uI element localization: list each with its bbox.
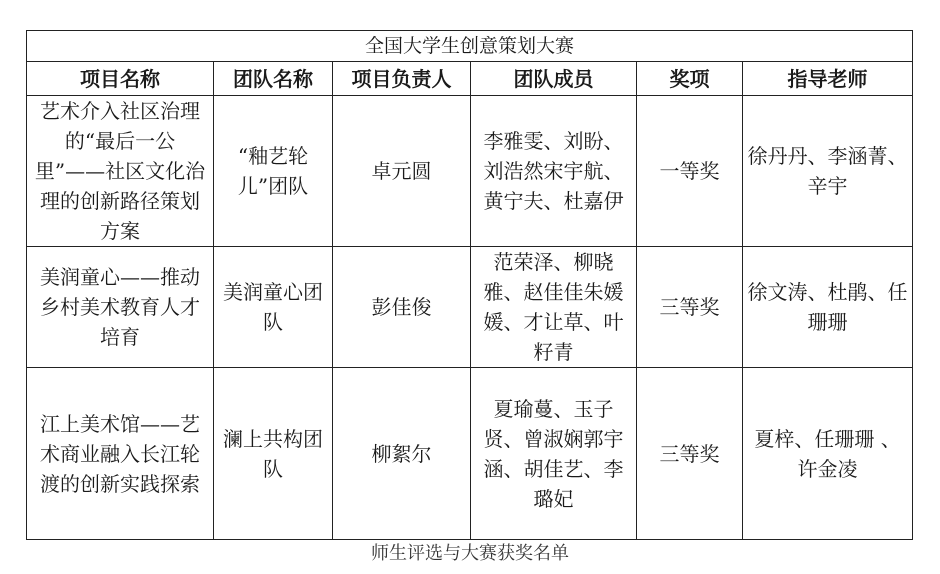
- cell-members: 范荣泽、柳晓雅、赵佳佳朱媛媛、才让草、叶籽青: [471, 247, 637, 368]
- cell-advisors: 徐丹丹、李涵菁、 辛宇: [743, 96, 913, 247]
- cell-leader: 彭佳俊: [333, 247, 471, 368]
- table-row: [27, 96, 913, 247]
- table-row: [27, 247, 913, 368]
- table-row: [27, 368, 913, 540]
- header-project-leader: 项目负责人: [333, 62, 471, 96]
- header-team-members: 团队成员: [471, 62, 637, 96]
- cell-leader: 柳絮尔: [333, 368, 471, 540]
- cell-award: 三等奖: [637, 247, 743, 368]
- cell-award: 三等奖: [637, 368, 743, 540]
- cell-team: 澜上共构团队: [214, 368, 333, 540]
- header-team-name: 团队名称: [214, 62, 333, 96]
- cell-advisors: 徐文涛、杜鹃、任珊珊: [743, 247, 913, 368]
- cell-leader: 卓元圆: [333, 96, 471, 247]
- cell-team: “釉艺轮儿”团队: [214, 96, 333, 247]
- header-advisors: 指导老师: [743, 62, 913, 96]
- header-project-name: 项目名称: [27, 62, 214, 96]
- cell-advisors: 夏梓、任珊珊 、许金凌: [743, 368, 913, 540]
- table-title: 全国大学生创意策划大赛: [27, 31, 913, 62]
- table-caption: 师生评选与大赛获奖名单: [371, 543, 569, 564]
- cell-members: 夏瑜蔓、玉子贤、曾淑娴郭宇涵、胡佳艺、李璐妃: [471, 368, 637, 540]
- awards-table: [26, 30, 913, 540]
- cell-members: 李雅雯、刘盼、刘浩然宋宇航、黄宁夫、杜嘉伊: [471, 96, 637, 247]
- cell-team: 美润童心团队: [214, 247, 333, 368]
- cell-project: 江上美术馆——艺术商业融入长江轮渡的创新实践探索: [27, 368, 214, 540]
- cell-project: 美润童心——推动乡村美术教育人才培育: [27, 247, 214, 368]
- cell-award: 一等奖: [637, 96, 743, 247]
- cell-project: 艺术介入社区治理的“最后一公里”——社区文化治理的创新路径策划方案: [27, 96, 214, 247]
- header-award: 奖项: [637, 62, 743, 96]
